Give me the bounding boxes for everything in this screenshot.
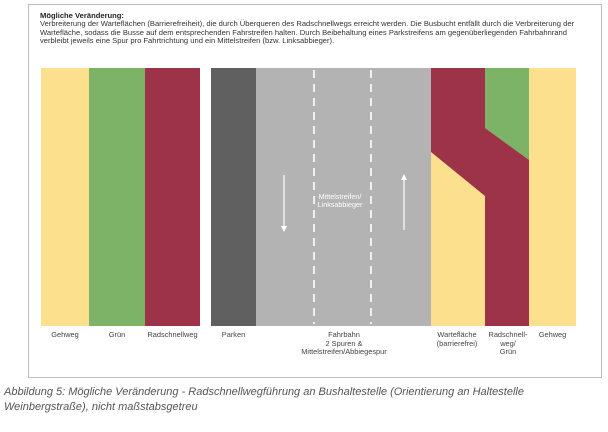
arrow-up-icon (401, 174, 407, 180)
label-parken: Parken (221, 330, 246, 339)
header-title: Mögliche Veränderung: (40, 11, 124, 20)
label-gehweg-right: Gehweg (538, 330, 567, 339)
arrow-down-icon (281, 226, 287, 232)
figure-caption: Abbildung 5: Mögliche Veränderung - Radschnellwegführung an Bushaltestelle (Orientierung an Haltestelle Weinbergstraße), nicht maßstabsgetreu (4, 386, 524, 413)
label-radschnellweg-right: Radschnell- weg/ Grün (488, 330, 528, 357)
label-fahrbahn: Fahrbahn 2 Spuren & Mittelstreifen/Abbiegespur (301, 330, 387, 357)
center-lane-label: Mittelstreifen/ Linksabbieger (317, 192, 363, 210)
label-gruen-left: Grün (108, 330, 126, 339)
label-gehweg-left: Gehweg (51, 330, 79, 339)
label-radschnellweg-left: Radschnellweg (147, 330, 198, 339)
header-text: Verbreiterung der Warteflächen (Barrierefreiheit), die durch Überqueren des Radschnellwegs erreicht werden. Die Busbucht entfällt durch die Verbreiterung der Wartefläche, sodass die Busse auf dem entsprechenden Fahrstreifen halten. Durch Beibehaltung eines Parkstreifens am gegenüberliegenden Fahrbahnrand verbleibt jeweils eine Spur pro Fahrtrichtung und ein Mittelstreifen (bzw. Linksabbieger). (40, 19, 575, 46)
strip-gehweg-right (529, 68, 576, 326)
label-warteflaeche: Wartefläche (barrierefrei) (436, 330, 478, 348)
